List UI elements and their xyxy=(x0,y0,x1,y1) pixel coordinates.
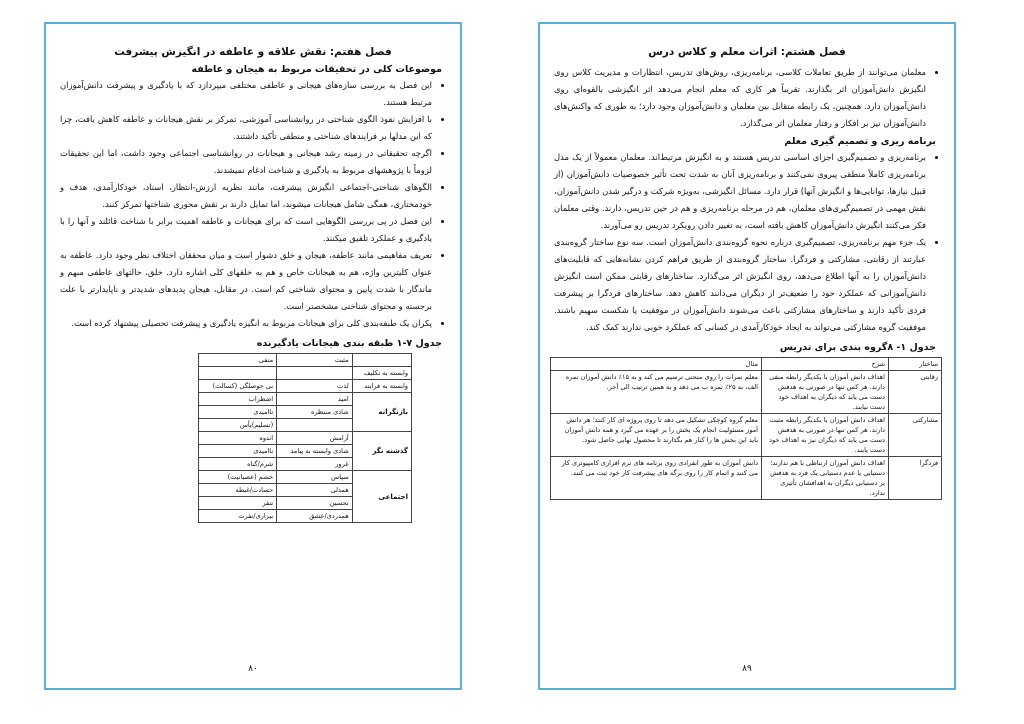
list-item: • تعریف مفاهیمی مانند عاطفه، هیجان و خلق دشوار است و میان محققان اختلاف نظر وجود دارد. عاطفه به عنوان کلیترین واژه، هم به هیجانات خاص و هم به خلقهای کلی اشاره دارد. خلق، حالتهای عاطفی مبهم و ماندگار با شدت پایین و محتوای شناختی کم است. در مقابل، هیجان پدیدهای شدیدتر و ناپایدارتر با علت برجسته و محتوای شناختی مشخصتر است. xyxy=(60,247,432,315)
table-cell: لذت xyxy=(277,380,353,393)
table-row xyxy=(551,371,942,414)
table-row xyxy=(199,380,412,393)
table-cell: غرور xyxy=(277,458,353,471)
table-header-row xyxy=(199,354,412,367)
page-number: ۸۹ xyxy=(742,664,752,674)
list-item: • این فصل به بررسی سازه‌های هیجانی و عاطفی مختلفی میپردازد که با یادگیری و پیشرفت دانش‌آموزان مرتبط هستند. xyxy=(60,77,432,111)
table-cell: وابسته به تکلیف xyxy=(352,367,411,380)
table-cell: معلم گروه کوچکی تشکیل می دهد تا روی پروژه ای کار کنند؛ هر دانش آموز مسئولیت انجام یک بخش را بر عهده می گیرد و همه دانش آموزان باید این بخش ها را کنار هم بگذارند تا محصول نهایی حاصل شود. xyxy=(551,414,762,457)
table-cell: امید xyxy=(277,393,353,406)
table-cell: ناامیدی xyxy=(199,406,277,419)
table-cell: (تسلیم)یأس xyxy=(199,419,277,432)
table-cell: وابسته به فرایند xyxy=(352,380,411,393)
table-cell: همدلی xyxy=(277,484,353,497)
table-caption: جدول ۱- ۸گروه بندی برای تدریس xyxy=(779,342,936,353)
table-cell xyxy=(277,367,353,380)
bullet-list xyxy=(46,77,460,332)
table-row xyxy=(199,393,412,406)
table-cell: حسادت/غبطه xyxy=(199,484,277,497)
list-item: • پکران یک طبقه‌بندی کلی برای هیجانات مربوط به انگیزه یادگیری و پیشرفت تحصیلی پیشنهاد کرده است. xyxy=(60,315,432,332)
table-row xyxy=(199,432,412,445)
emotion-table xyxy=(198,353,412,523)
table-header: ساختار xyxy=(889,358,942,371)
grouping-table xyxy=(550,357,942,500)
chapter-title: فصل هفتم: نقش علاقه و عاطفه در انگیزش پیشرفت xyxy=(114,46,392,58)
table-header-row xyxy=(551,358,942,371)
table-cell: اضطراب xyxy=(199,393,277,406)
table-cell: تنفر xyxy=(199,497,277,510)
table-cell: بی حوصلگی (کسالت) xyxy=(199,380,277,393)
table-header: مثبت xyxy=(277,354,353,367)
table-cell xyxy=(277,419,353,432)
table-cell: آرامش xyxy=(277,432,353,445)
list-item: • الگوهای شناختی-اجتماعی انگیزش پیشرفت، مانند نظریه ارزش-انتظار، اسناد، خودکارآمدی، هدف و خودمختاری، همگی شامل هیجانات میشوند، اما تمایل دارند بر نقش محوری شناختها تمرکز کنند. xyxy=(60,179,432,213)
list-item: • با افزایش نفوذ الگوی شناختی در روانشناسی آموزشی، تمرکز بر نقش هیجانات و عاطفه کاهش یافت، چرا که این مدلها بر فرایندهای شناختی و منطقی تأکید داشتند. xyxy=(60,111,432,145)
table-row xyxy=(199,367,412,380)
table-cell: تحسین xyxy=(277,497,353,510)
bullet-list xyxy=(540,64,954,132)
page-number: ۸۰ xyxy=(248,664,258,674)
list-item: • معلمان می‌توانند از طریق تعاملات کلاسی، برنامه‌ریزی، روش‌های تدریس، انتظارات و مدیریت کلاس روی انگیزش دانش‌آموزان اثر بگذارند. تقریباً هر کاری که معلم انجام می‌دهد اثر انگیزشی بالقوه‌ای روی دانش‌آموزان دارد. همچنین، یک رابطه متقابل بین معلمان و دانش‌آموزان وجود دارد؛ به طوری که واکنش‌های دانش‌آموزان نیز بر افکار و رفتار معلمان اثر می‌گذارد. xyxy=(554,64,926,132)
table-group-label: گذشته نگر xyxy=(352,432,411,471)
table-row xyxy=(551,414,942,457)
table-group-label: اجتماعی xyxy=(352,471,411,523)
list-item: • برنامه‌ریزی و تصمیم‌گیری اجزای اساسی تدریس هستند و به انگیزش مرتبط‌اند. معلمان معمولاً از یک مدل برنامه‌ریزی کاملاً منطقی پیروی نمی‌کنند و برنامه‌ریزی آنان به شدت تحت تأثیر خصوصیات دانش‌آموزان (از قبیل نیازها، توانایی‌ها و انگیزش آنها) قرار دارد. مسائل انگیزشی، به‌ویژه شرکت و درگیر شدن دانش‌آموزان، نقش مهمی در تصمیم‌گیری‌های معلمان، هم در مرحله برنامه‌ریزی و هم در حین تدریس، دارند. وقتی معلمان فکر می‌کنند انگیزش دانش‌آموزان کاهش یافته است، به تغییر دادن رویکرد تدریس رو می‌آورند. xyxy=(554,149,926,234)
table-cell: فردگرا xyxy=(889,457,942,500)
table-header: شرح xyxy=(762,358,889,371)
page-left xyxy=(44,22,462,690)
table-cell: همدردی/عشق xyxy=(277,510,353,523)
list-item: • اگرچه تحقیقاتی در زمینه رشد هیجانی و هیجانات در روانشناسی اجتماعی وجود داشت، اما این تحقیقات لزوماً با پژوهشهای مربوط به یادگیری و شناخت ادغام نمیشدند. xyxy=(60,145,432,179)
table-cell: اهداف دانش آموزان ارتباطی با هم ندارند؛ دستیابی یا عدم دستیابی یک فرد به هدفش بر دستیابی دیگران به اهدافشان تأثیری ندارد. xyxy=(762,457,889,500)
table-row xyxy=(199,471,412,484)
chapter-title: فصل هشتم: اثرات معلم و کلاس درس xyxy=(648,46,846,58)
table-cell: خشم (عصبانیت) xyxy=(199,471,277,484)
table-cell: اهداف دانش آموزان با یکدیگر رابطه منفی دارند. هر کس تنها در صورتی به هدفش دست می یابد که دیگران به اهداف خود دست نیابند. xyxy=(762,371,889,414)
table-row xyxy=(551,457,942,500)
list-item: • یک جزء مهم برنامه‌ریزی، تصمیم‌گیری درباره نحوه گروه‌بندی دانش‌آموزان است. سه نوع ساختار گروه‌بندی عبارتند از رقابتی، مشارکتی و فردگرا. ساختار گروه‌بندی از طریق فراهم کردن نشانه‌هایی که قابلیت‌های دانش‌آموزان را به آنها اطلاع می‌دهد، روی انگیزش اثر می‌گذارد. ساختارهای رقابتی ممکن است انگیزش دانش‌آموزانی که عملکرد خود را ضعیف‌تر از دیگران می‌دانند کاهش دهد. ساختارهای فردگرا بر پیشرفت فردی تأکید دارند و ساختارهای مشارکتی باعث می‌شوند دانش‌آموزان در موفقیت یا شکست سهیم باشند. موفقیت گروه مشارکتی می‌تواند به ایجاد خودکارآمدی در کسانی که عملکرد خوبی ندارند کمک کند. xyxy=(554,234,926,336)
table-header xyxy=(352,354,411,367)
section-heading: موضوعات کلی در تحقیقات مربوط به هیجان و عاطفه xyxy=(191,64,442,75)
table-cell: معلم نمرات را روی منحنی ترسیم می کند و به ۱۵٪ دانش آموزان نمره الف، به ۲۵٪ نمره ب می دهد و به همین ترتیب الی آخر. xyxy=(551,371,762,414)
table-cell: مشارکتی xyxy=(889,414,942,457)
table-cell: رقابتی xyxy=(889,371,942,414)
table-cell: شادی منتظره xyxy=(277,406,353,419)
table-cell: سپاس xyxy=(277,471,353,484)
table-cell: بیزاری/نفرت xyxy=(199,510,277,523)
table-cell xyxy=(199,367,277,380)
table-cell: شرم/گناه xyxy=(199,458,277,471)
section-heading: برنامه ریزی و تصمیم گیری معلم xyxy=(784,136,936,147)
table-cell: اهداف دانش آموزان با یکدیگر رابطه مثبت دارند. هر کس تنها در صورتی به هدفش دست می یابد که دیگران نیز به اهداف خود دست یابند. xyxy=(762,414,889,457)
bullet-list xyxy=(540,149,954,336)
table-cell: شادی وابسته به پیامد xyxy=(277,445,353,458)
table-caption: جدول ۷-۱ طبقه بندی هیجانات یادگیرنده xyxy=(256,338,442,349)
table-group-label: بازنگرانه xyxy=(352,393,411,432)
table-cell: ناامیدی xyxy=(199,445,277,458)
table-header: مثال xyxy=(551,358,762,371)
table-cell: دانش آموزان به طور انفرادی روی برنامه های نرم افزاری کامپیوتری کار می کنند و اتمام کار را روی برگه های پیشرفت کار خود ثبت می کنند. xyxy=(551,457,762,500)
table-header: منفی xyxy=(199,354,277,367)
page-right xyxy=(538,22,956,690)
table-cell: اندوه xyxy=(199,432,277,445)
list-item: • این فصل در پی بررسی الگوهایی است که برای هیجانات و عاطفه اهمیت برابر با شناخت قائلند و آنها را با یادگیری و عملکرد تلفیق میکنند. xyxy=(60,213,432,247)
